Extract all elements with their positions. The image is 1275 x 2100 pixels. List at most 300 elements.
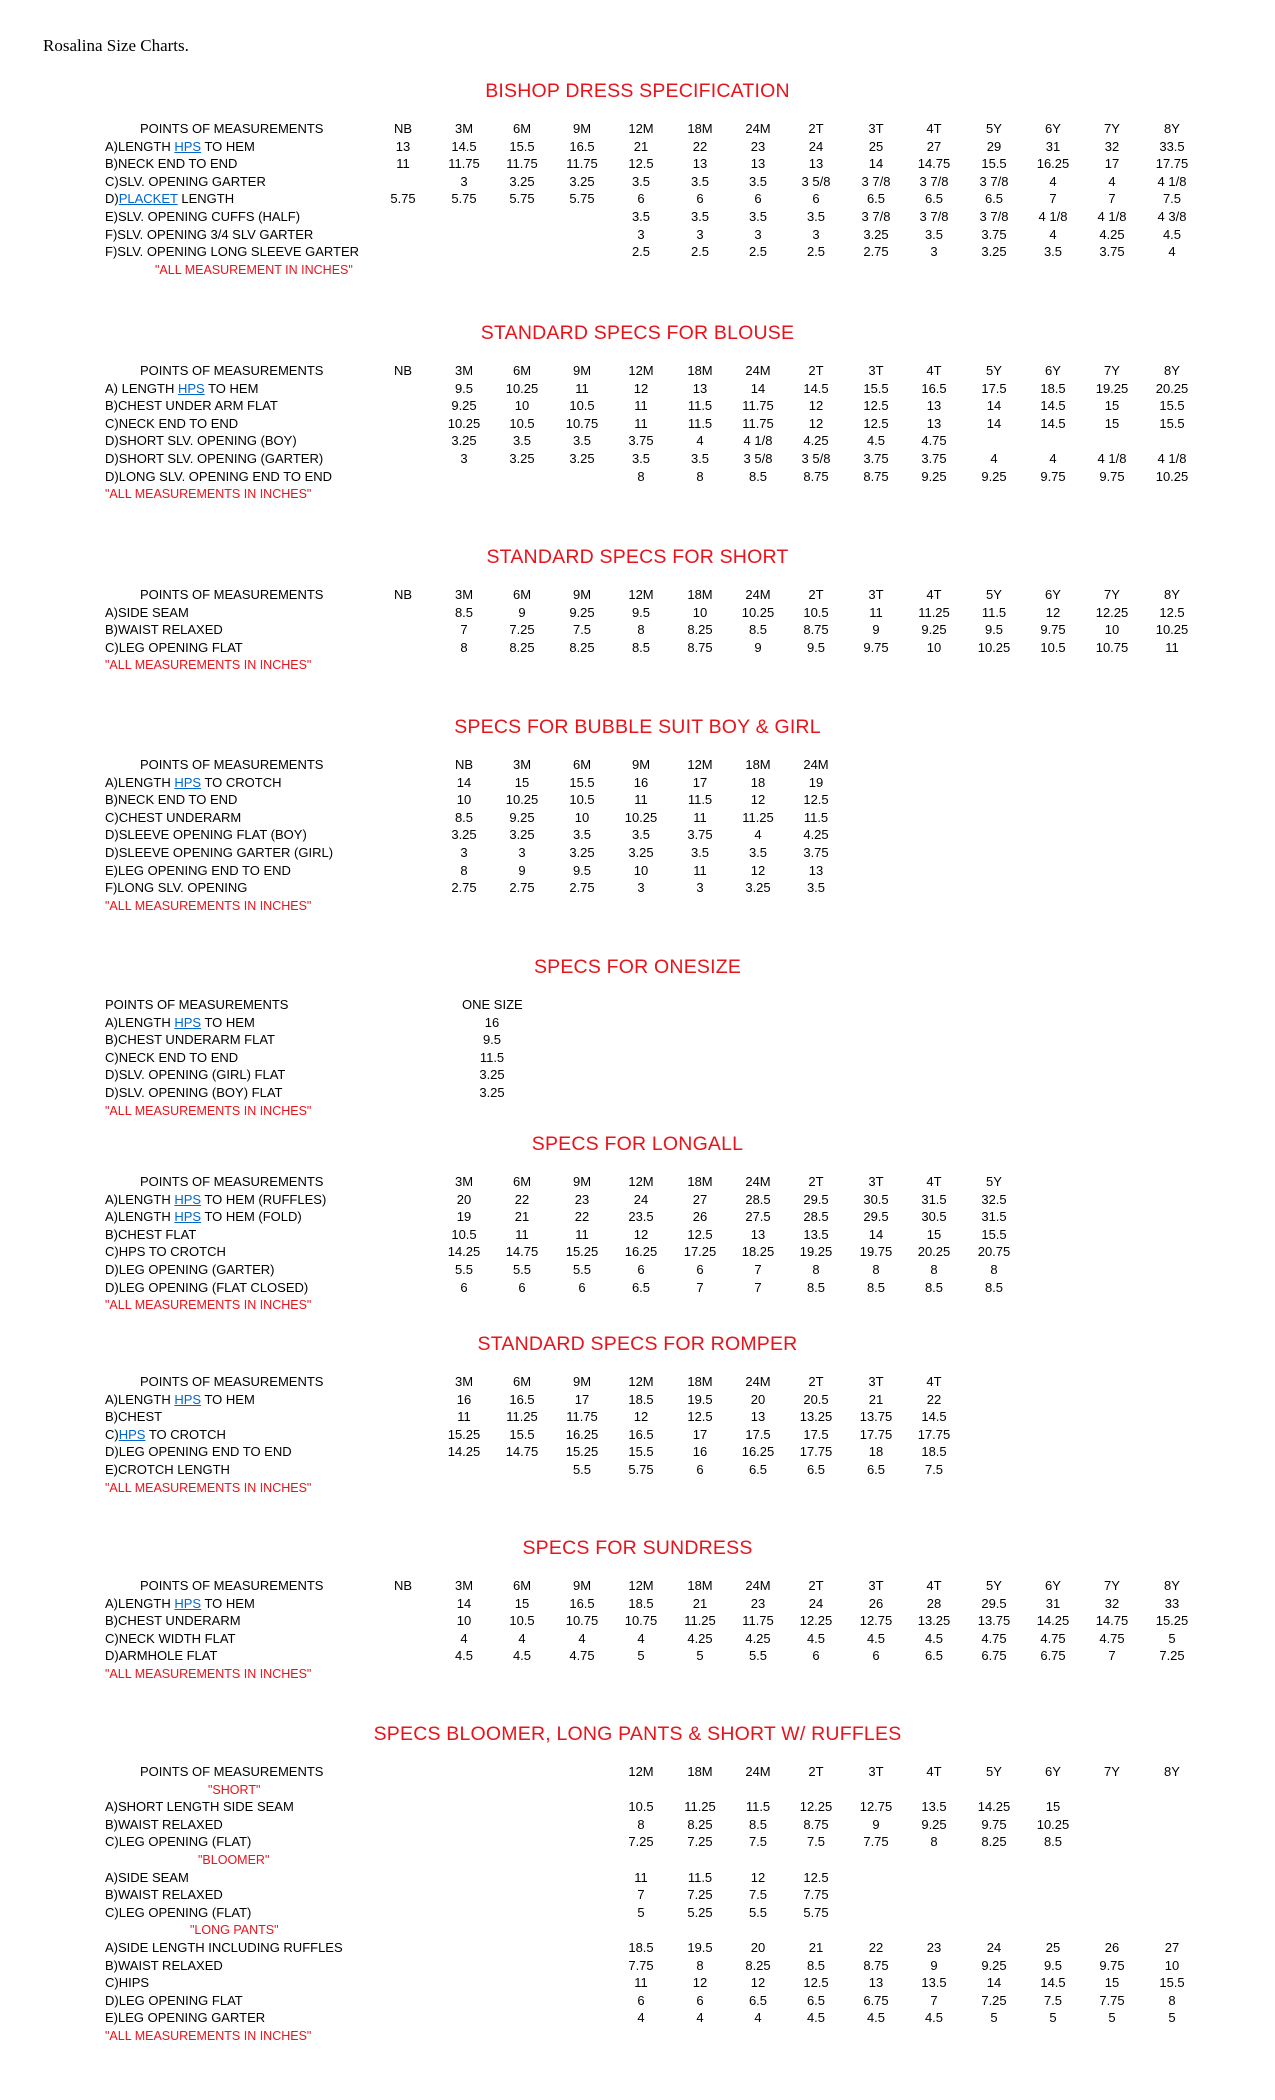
measurement-value: 4 — [1108, 173, 1116, 189]
measurement-value: 14 — [868, 1226, 884, 1242]
measurement-value: 5.5 — [512, 1262, 532, 1277]
measurement-label: F)SLV. OPENING 3/4 SLV GARTER — [105, 226, 314, 242]
size-header: 3M — [454, 1374, 474, 1389]
measurement-value: 4.5 — [1162, 226, 1182, 242]
measurement-value: 6 — [696, 1992, 704, 2008]
measurement-row — [0, 243, 1275, 261]
measurement-value: 19.25 — [799, 1244, 833, 1260]
size-header: 6M — [512, 1174, 532, 1189]
measurement-label: C)HPS TO CROTCH — [105, 1244, 226, 1260]
header-row — [0, 586, 1275, 604]
measurement-row — [0, 639, 1275, 657]
measurement-value: 10.25 — [977, 639, 1011, 655]
size-header: 6M — [572, 757, 592, 772]
header-label: POINTS OF MEASUREMENTS — [140, 587, 324, 602]
measurement-value: 8.75 — [863, 468, 889, 484]
measurement-row — [0, 1630, 1275, 1648]
measurement-value: 22 — [926, 1391, 942, 1407]
hps-link[interactable]: HPS — [174, 1014, 202, 1030]
measurement-value: 9.75 — [1040, 622, 1066, 638]
measurement-value: 18.5 — [628, 1940, 654, 1955]
measurement-value: 12 — [750, 1869, 766, 1885]
measurement-value: 10.5 — [1040, 639, 1066, 655]
size-header: 7Y — [1104, 1764, 1120, 1779]
measurement-value: 30.5 — [863, 1191, 889, 1207]
measurement-value: 11.5 — [479, 1049, 505, 1065]
measurement-label: D)SLV. OPENING (GIRL) FLAT — [105, 1067, 286, 1083]
measurement-value: 17.75 — [917, 1426, 951, 1442]
measurement-value: 19.75 — [859, 1244, 893, 1260]
measurement-row — [0, 1869, 1275, 1887]
measurement-label: A)LENGTH HPS TO HEM — [105, 138, 255, 154]
measurement-value: 3.5 — [572, 433, 592, 449]
measurement-value: 12 — [808, 398, 824, 414]
measurement-value: 3.25 — [451, 433, 477, 449]
measurement-value: 8 — [696, 468, 704, 484]
measurement-value: 13 — [750, 156, 766, 172]
measurement-value: 8.5 — [924, 1279, 944, 1295]
size-header: NB — [393, 363, 413, 378]
measurement-value: 9.5 — [806, 639, 826, 655]
measurement-value: 7 — [1108, 1648, 1116, 1664]
measurement-value: 4.25 — [803, 827, 829, 843]
measurement-value: 13.5 — [921, 1799, 947, 1815]
measurement-value: 13.75 — [977, 1613, 1011, 1629]
measurement-value: 7.5 — [806, 1834, 826, 1850]
measurement-value: 31.5 — [921, 1191, 947, 1207]
measurement-row — [0, 1261, 1275, 1279]
measurement-value: 10.75 — [565, 415, 599, 431]
measurement-value: 12 — [633, 380, 649, 396]
measurement-value: 5 — [1049, 2010, 1057, 2026]
measurement-value: 4 — [754, 2010, 762, 2026]
measurement-value: 9.5 — [984, 622, 1004, 638]
measurement-value: 9.25 — [451, 398, 477, 414]
hps-link[interactable]: HPS — [174, 138, 202, 154]
measurement-label: B)NECK END TO END — [105, 156, 238, 172]
hps-link[interactable]: HPS — [174, 1209, 202, 1225]
size-header: 2T — [808, 1374, 824, 1389]
measurement-value: 3 — [460, 173, 468, 189]
measurement-value: 7 — [460, 622, 468, 638]
size-header: 3M — [454, 121, 474, 136]
size-header: 6M — [512, 1578, 532, 1593]
measurement-value: 5.5 — [748, 1648, 768, 1664]
measurement-label: A)LENGTH HPS TO HEM (FOLD) — [105, 1209, 302, 1225]
size-header: 3T — [868, 1578, 884, 1593]
measurement-value: 16.5 — [628, 1426, 654, 1442]
size-header: 2T — [808, 587, 824, 602]
size-header: 4T — [926, 1374, 942, 1389]
measurement-value: 17.5 — [981, 380, 1007, 396]
measurement-value: 19.25 — [1095, 380, 1129, 396]
measurement-value: 12 — [808, 415, 824, 431]
measurement-value: 6.5 — [748, 1992, 768, 2008]
measurement-label: B)WAIST RELAXED — [105, 622, 223, 638]
size-header: 12M — [628, 1374, 654, 1389]
measurement-value: 11.25 — [684, 1799, 716, 1815]
measurement-row — [0, 1279, 1275, 1297]
measurement-value: 7.75 — [863, 1834, 889, 1850]
measurement-value: 4 1/8 — [1097, 451, 1127, 466]
measurement-row — [0, 791, 1275, 809]
measurement-value: 9.25 — [921, 468, 947, 484]
measurement-value: 12.5 — [863, 398, 889, 414]
measurement-value: 8.5 — [806, 1957, 826, 1973]
measurement-row — [0, 138, 1275, 156]
measurement-value: 8 — [1168, 1992, 1176, 2008]
section-title: SPECS BLOOMER, LONG PANTS & SHORT W/ RUFFLES — [373, 1723, 902, 1745]
measurement-value: 10.75 — [1095, 639, 1129, 655]
measurement-value: 33 — [1164, 1595, 1180, 1611]
measurement-value: 7 — [1049, 191, 1057, 207]
measurement-value: 14.5 — [1040, 398, 1066, 414]
measurement-value: 21 — [514, 1209, 530, 1225]
measurement-value: 16.5 — [569, 1595, 595, 1611]
measurement-value: 8 — [990, 1262, 998, 1277]
size-header: 4T — [926, 1764, 942, 1779]
measurement-value: 12.5 — [628, 156, 654, 172]
hps-link[interactable]: HPS — [174, 1391, 202, 1407]
measurement-value: 3.25 — [863, 226, 889, 242]
measurement-value: 3 7/8 — [861, 173, 891, 189]
measurement-label: D)LONG SLV. OPENING END TO END — [105, 468, 333, 484]
size-header: 18M — [745, 757, 771, 772]
size-header: 18M — [687, 363, 713, 378]
size-header: 2T — [808, 1174, 824, 1189]
measurement-value: 23 — [926, 1940, 942, 1955]
measurement-value: 6 — [696, 191, 704, 207]
measurement-value: 7 — [754, 1262, 762, 1277]
measurement-value: 4.5 — [924, 2010, 944, 2026]
measurement-value: 13 — [808, 156, 824, 172]
measurement-value: 19 — [808, 774, 824, 790]
measurement-value: 14.5 — [803, 380, 829, 396]
measurement-label: A)SIDE SEAM — [105, 604, 189, 620]
measurement-value: 3 5/8 — [801, 173, 831, 189]
size-header: 8Y — [1164, 1578, 1180, 1593]
measurement-row — [0, 2009, 1275, 2027]
measurement-value: 4.5 — [866, 2010, 886, 2026]
measurement-value: 11.75 — [566, 156, 598, 172]
size-header: 18M — [687, 121, 713, 136]
measurement-value: 3 7/8 — [979, 173, 1009, 189]
measurement-value: 3 — [812, 226, 820, 242]
measurement-value: 7.5 — [748, 1834, 768, 1850]
measurement-label: B)CHEST UNDERARM FLAT — [105, 1032, 275, 1048]
measurement-value: 12.5 — [687, 1226, 713, 1242]
measurement-value: 19.5 — [687, 1940, 713, 1955]
placket-link[interactable]: PLACKET — [118, 191, 178, 207]
measurement-value: 15.5 — [981, 156, 1007, 172]
measurement-value: 9.5 — [482, 1032, 502, 1048]
measurement-value: 6 — [460, 1279, 468, 1295]
measurement-row — [0, 1647, 1275, 1665]
measurement-value: 6.5 — [924, 1648, 944, 1664]
measurement-value: 6 — [637, 1262, 645, 1277]
measurement-value: 9 — [754, 639, 762, 655]
size-header: 2T — [808, 1578, 824, 1593]
size-header: 12M — [628, 121, 654, 136]
measurement-value: 3 — [637, 226, 645, 242]
measurement-value: 11.5 — [687, 1869, 713, 1885]
measurement-label: F)SLV. OPENING LONG SLEEVE GARTER — [105, 244, 360, 260]
measurement-value: 26 — [692, 1209, 708, 1225]
measurement-value: 23 — [750, 1595, 766, 1611]
measurement-value: 20.75 — [977, 1244, 1011, 1260]
measurement-value: 15.5 — [1159, 415, 1185, 431]
size-header: 9M — [572, 121, 592, 136]
measurement-value: 14 — [750, 380, 766, 396]
measurement-value: 6 — [754, 191, 762, 207]
measurement-value: 3 — [460, 845, 468, 860]
measurement-value: 17 — [1104, 156, 1120, 172]
measurement-value: 11 — [457, 1409, 471, 1425]
measurement-value: 15.5 — [981, 1226, 1007, 1242]
measurement-value: 15 — [1104, 415, 1120, 431]
measurement-value: 14.25 — [1036, 1613, 1070, 1629]
measurement-value: 8 — [930, 1834, 938, 1850]
measurement-row — [0, 226, 1275, 244]
measurement-value: 11 — [634, 1975, 648, 1991]
measurement-value: 20 — [750, 1391, 766, 1407]
measurement-value: 11 — [515, 1226, 529, 1242]
measurement-value: 11 — [634, 1869, 648, 1885]
size-header: ONE SIZE — [462, 997, 523, 1012]
hps-link[interactable]: HPS — [174, 774, 202, 790]
measurement-value: 5.5 — [572, 1262, 592, 1277]
measurement-value: 4 3/8 — [1157, 209, 1187, 224]
measurement-value: 12 — [633, 1226, 649, 1242]
measurement-label: B)WAIST RELAXED — [105, 1816, 223, 1832]
measurement-value: 3 — [518, 845, 526, 860]
measurement-value: 24 — [808, 1595, 824, 1611]
measurement-value: 20.25 — [1155, 380, 1189, 396]
measurement-value: 11.5 — [687, 415, 713, 431]
measurement-row — [0, 432, 1275, 450]
measurement-value: 10.75 — [565, 1613, 599, 1629]
measurement-value: 30.5 — [921, 1209, 947, 1225]
measurement-value: 8 — [930, 1262, 938, 1277]
section-title: BISHOP DRESS SPECIFICATION — [485, 80, 790, 102]
header-row — [0, 1373, 1275, 1391]
measurement-row — [0, 809, 1275, 827]
measurement-value: 8.5 — [748, 622, 768, 638]
measurement-label: A)SIDE LENGTH INCLUDING RUFFLES — [105, 1940, 343, 1955]
measurement-value: 7.75 — [628, 1957, 654, 1973]
measurement-value: 4.5 — [512, 1648, 532, 1664]
section-title: STANDARD SPECS FOR SHORT — [486, 546, 789, 568]
header-label: POINTS OF MEASUREMENTS — [140, 363, 324, 378]
measurement-value: 6.5 — [806, 1462, 826, 1477]
measurement-value: 3.25 — [451, 827, 477, 843]
measurement-value: 6 — [696, 1462, 704, 1477]
measurement-label: A)LENGTH HPS TO HEM (RUFFLES) — [105, 1191, 327, 1207]
measurement-value: 22 — [514, 1191, 530, 1207]
measurement-value: 17.75 — [799, 1444, 833, 1460]
measurement-label: C)LEG OPENING (FLAT) — [105, 1834, 252, 1850]
measurement-value: 20 — [456, 1191, 472, 1207]
units-note: "ALL MEASUREMENTS IN INCHES" — [105, 1103, 312, 1118]
size-header: 3T — [868, 1374, 884, 1389]
measurement-value: 4.25 — [745, 1630, 771, 1646]
measurement-value: 19 — [456, 1209, 472, 1225]
measurement-value: 27 — [926, 138, 942, 154]
measurement-value: 12.5 — [803, 792, 829, 808]
size-header: 2T — [808, 363, 824, 378]
measurement-value: 4 — [990, 451, 998, 466]
measurement-value: 4.75 — [981, 1630, 1007, 1646]
measurement-row — [0, 1798, 1275, 1816]
measurement-value: 11 — [575, 380, 589, 396]
measurement-row — [0, 1992, 1275, 2010]
measurement-row — [0, 1612, 1275, 1630]
measurement-value: 3.25 — [509, 451, 535, 466]
measurement-value: 15 — [926, 1226, 942, 1242]
measurement-value: 7.5 — [572, 622, 592, 638]
measurement-value: 3 5/8 — [801, 451, 831, 466]
measurement-value: 31 — [1045, 1595, 1061, 1611]
measurement-row — [0, 1816, 1275, 1834]
measurement-row — [0, 774, 1275, 792]
section-title: SPECS FOR ONESIZE — [533, 956, 742, 978]
measurement-value: 3 7/8 — [861, 209, 891, 224]
measurement-value: 12.5 — [1159, 604, 1185, 620]
measurement-value: 4.75 — [569, 1648, 595, 1664]
measurement-value: 13.5 — [921, 1975, 947, 1991]
measurement-value: 8.25 — [687, 1816, 713, 1832]
measurement-value: 10.5 — [451, 1226, 477, 1242]
header-label: POINTS OF MEASUREMENTS — [140, 1374, 324, 1389]
size-header: 4T — [926, 121, 942, 136]
measurement-label: E)LEG OPENING GARTER — [105, 2010, 266, 2026]
measurement-value: 6 — [578, 1279, 586, 1295]
header-label: POINTS OF MEASUREMENTS — [140, 1174, 324, 1189]
measurement-value: 16.5 — [921, 380, 947, 396]
measurement-value: 32.5 — [981, 1191, 1007, 1207]
measurement-value: 10 — [926, 639, 942, 655]
size-header: 6Y — [1045, 1764, 1061, 1779]
measurement-row — [0, 1443, 1275, 1461]
measurement-value: 3.5 — [806, 880, 826, 896]
measurement-value: 13.75 — [859, 1409, 893, 1425]
measurement-value: 8.25 — [509, 639, 535, 655]
measurement-value: 10 — [514, 398, 530, 414]
measurement-value: 10.25 — [447, 415, 481, 431]
size-header: 12M — [628, 1578, 654, 1593]
measurement-value: 6.5 — [631, 1279, 651, 1295]
measurement-value: 8.25 — [687, 622, 713, 638]
measurement-value: 15.5 — [1159, 1975, 1185, 1991]
measurement-row — [0, 1461, 1275, 1479]
measurement-value: 17.75 — [859, 1426, 893, 1442]
measurement-value: 3.25 — [569, 451, 595, 466]
measurement-value: 7 — [930, 1992, 938, 2008]
size-header: 3T — [868, 1764, 884, 1779]
measurement-value: 21 — [868, 1391, 884, 1407]
measurement-value: 4 — [696, 433, 704, 449]
measurement-value: 27.5 — [745, 1209, 771, 1225]
measurement-value: 11 — [869, 604, 883, 620]
measurement-label: C)HPS TO CROTCH — [105, 1426, 226, 1442]
measurement-value: 25 — [868, 138, 884, 154]
measurement-value: 17.5 — [745, 1426, 771, 1442]
size-header: 3M — [454, 587, 474, 602]
measurement-label: D)PLACKET LENGTH — [105, 191, 235, 207]
measurement-label: C)NECK END TO END — [105, 415, 239, 431]
measurement-value: 9.5 — [631, 604, 651, 620]
size-header: 6Y — [1045, 1578, 1061, 1593]
measurement-value: 33.5 — [1159, 138, 1185, 154]
measurement-value: 7.75 — [803, 1887, 829, 1903]
measurement-row — [0, 173, 1275, 191]
document-title: Rosalina Size Charts. — [43, 36, 189, 55]
measurement-value: 3.75 — [803, 845, 829, 860]
measurement-value: 9 — [930, 1957, 938, 1973]
measurement-value: 6 — [518, 1279, 526, 1295]
measurement-row — [0, 208, 1275, 226]
measurement-value: 15.5 — [628, 1444, 654, 1460]
measurement-value: 14.25 — [447, 1244, 481, 1260]
measurement-row — [0, 1957, 1275, 1975]
measurement-value: 14 — [456, 774, 472, 790]
measurement-row — [0, 862, 1275, 880]
size-header: 8Y — [1164, 587, 1180, 602]
measurement-value: 3.75 — [628, 433, 654, 449]
measurement-label: D)LEG OPENING (FLAT CLOSED) — [105, 1279, 309, 1295]
measurement-row — [0, 1191, 1275, 1209]
measurement-value: 10 — [633, 862, 649, 878]
hps-link[interactable]: HPS — [174, 1191, 202, 1207]
measurement-value: 29 — [986, 138, 1002, 154]
measurement-value: 32 — [1104, 138, 1120, 154]
measurement-value: 3.5 — [631, 209, 651, 224]
measurement-label: B)CHEST — [105, 1409, 163, 1425]
measurement-value: 5.75 — [451, 191, 477, 207]
measurement-value: 6.5 — [924, 191, 944, 207]
measurement-value: 8.75 — [803, 1816, 829, 1832]
measurement-value: 8.5 — [748, 468, 768, 484]
hps-link[interactable]: HPS — [118, 1426, 146, 1442]
measurement-value: 11 — [693, 809, 707, 825]
size-header: 6Y — [1045, 587, 1061, 602]
measurement-value: 5 — [696, 1648, 704, 1664]
measurement-value: 3.5 — [690, 173, 710, 189]
measurement-row — [0, 415, 1275, 433]
measurement-label: A)LENGTH HPS TO HEM — [105, 1014, 255, 1030]
size-header: 6M — [512, 587, 532, 602]
measurement-value: 7.25 — [981, 1992, 1007, 2008]
measurement-value: 22 — [692, 138, 708, 154]
size-header: 4T — [926, 363, 942, 378]
measurement-value: 14.25 — [447, 1444, 481, 1460]
hps-link[interactable]: HPS — [177, 380, 205, 396]
measurement-value: 28 — [926, 1595, 942, 1611]
units-note: "ALL MEASUREMENTS IN INCHES" — [105, 1480, 312, 1495]
measurement-row — [0, 604, 1275, 622]
size-header: 2T — [808, 121, 824, 136]
measurement-value: 2.5 — [806, 244, 826, 260]
measurement-value: 4 1/8 — [1097, 209, 1127, 224]
measurement-value: 14.75 — [505, 1444, 539, 1460]
measurement-value: 10.5 — [803, 604, 829, 620]
measurement-label: C)SLV. OPENING GARTER — [105, 173, 266, 189]
hps-link[interactable]: HPS — [174, 1595, 202, 1611]
measurement-value: 6.5 — [984, 191, 1004, 207]
measurement-label: B)CHEST UNDER ARM FLAT — [105, 398, 278, 414]
size-header: 18M — [687, 1174, 713, 1189]
measurement-value: 3 — [637, 880, 645, 896]
